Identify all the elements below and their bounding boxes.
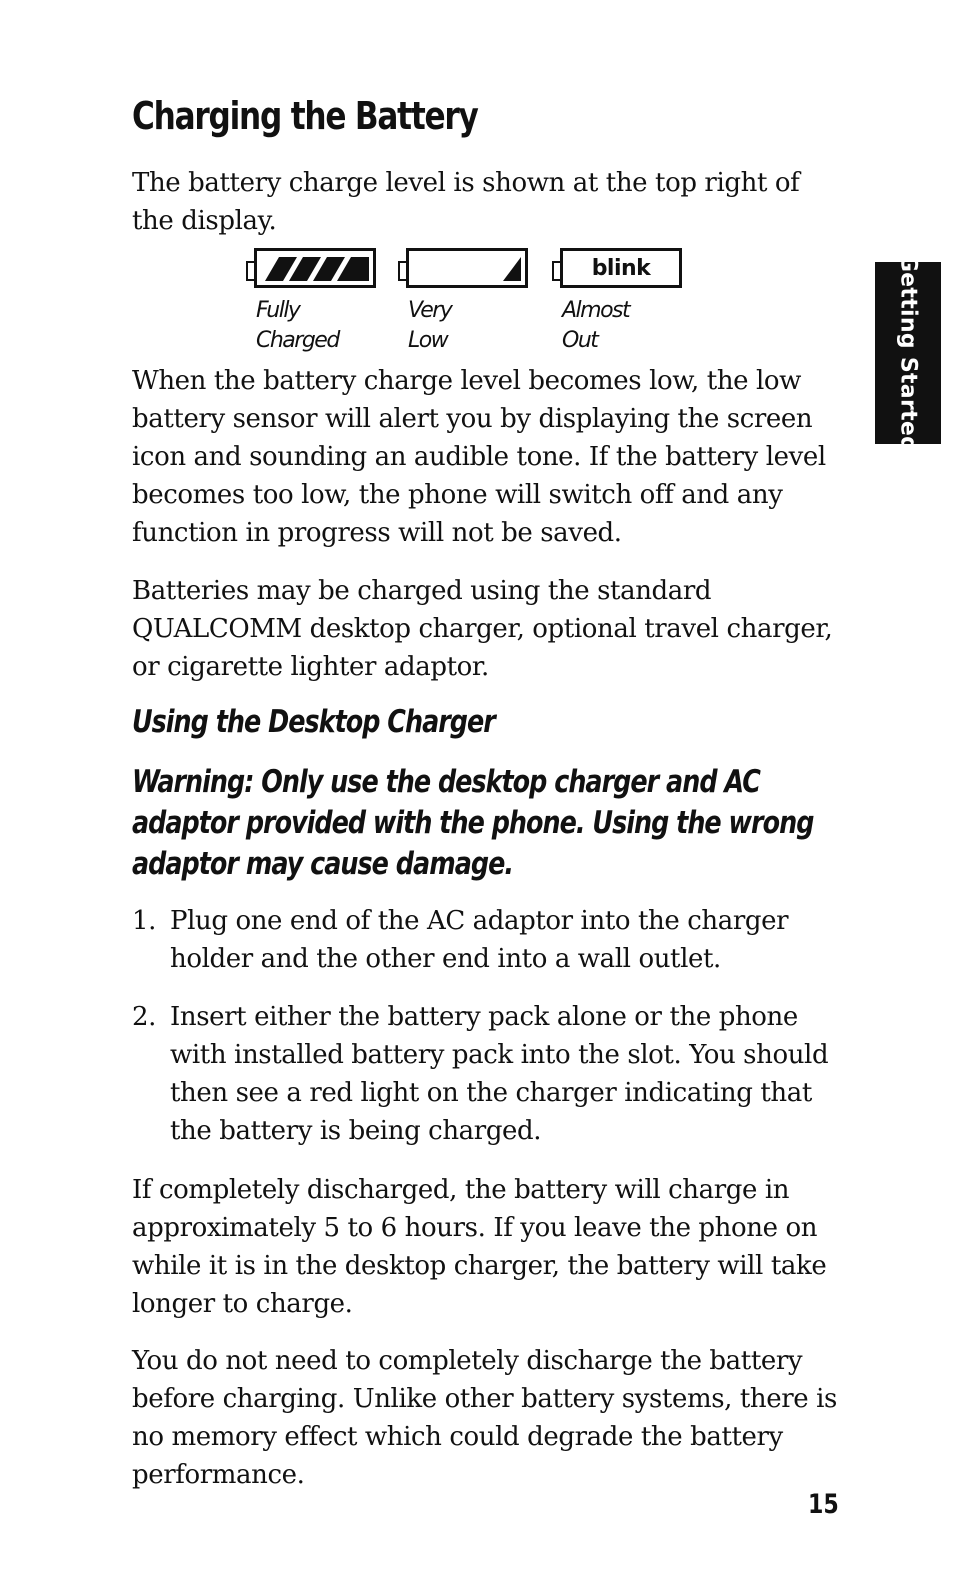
charge-time-paragraph: If completely discharged, the battery will charge in approximately 5 to 6 hours. If you leave the phone on while it is in the desktop charger, the battery will take longer to charge. [132,1175,827,1319]
step-number: 2. [132,1002,157,1032]
list-item [132,902,838,978]
battery-very-low-icon [406,248,528,288]
section-tab-label: Getting Started [895,253,921,453]
battery-level-illustration [246,248,696,363]
section-tab [875,253,941,453]
memory-effect-paragraph: You do not need to completely discharge the battery before charging. Unlike other battery systems, there is no memory effect which could degrade the battery performance. [132,1346,837,1490]
desktop-charger-heading: Using the Desktop Charger [132,704,495,740]
battery-almost-out-caption: Almost Out [562,298,630,353]
list-item [132,998,838,1150]
chargers-paragraph: Batteries may be charged using the standard QUALCOMM desktop charger, optional travel charger, or cigarette lighter adaptor. [132,576,833,682]
step-text: Insert either the battery pack alone or the phone with installed battery pack into the slot. You should then see a red light on the charger indicating that the battery is being charged. [170,1002,829,1146]
battery-full-icon [254,248,376,288]
page-number: 15 [808,1489,839,1520]
step-number: 1. [132,906,157,936]
blink-label: blink [591,255,651,281]
intro-paragraph: The battery charge level is shown at the top right of the display. [132,168,800,236]
battery-very-low-caption: Very Low [408,298,452,353]
battery-full-caption: Fully Charged [256,298,339,353]
warning-text: Warning: Only use the desktop charger and AC adaptor provided with the phone. Using the wrong adaptor may cause damage. [132,764,814,882]
low-battery-paragraph: When the battery charge level becomes low, the low battery sensor will alert you by displaying the screen icon and sounding an audible tone. If the battery level becomes too low, the phone will switch off and any function in progress will not be saved. [132,366,826,548]
charging-steps [132,902,838,1150]
step-text: Plug one end of the AC adaptor into the charger holder and the other end into a wall outlet. [170,906,789,974]
battery-almost-out-icon [560,248,682,288]
page-title: Charging the Battery [132,94,478,138]
